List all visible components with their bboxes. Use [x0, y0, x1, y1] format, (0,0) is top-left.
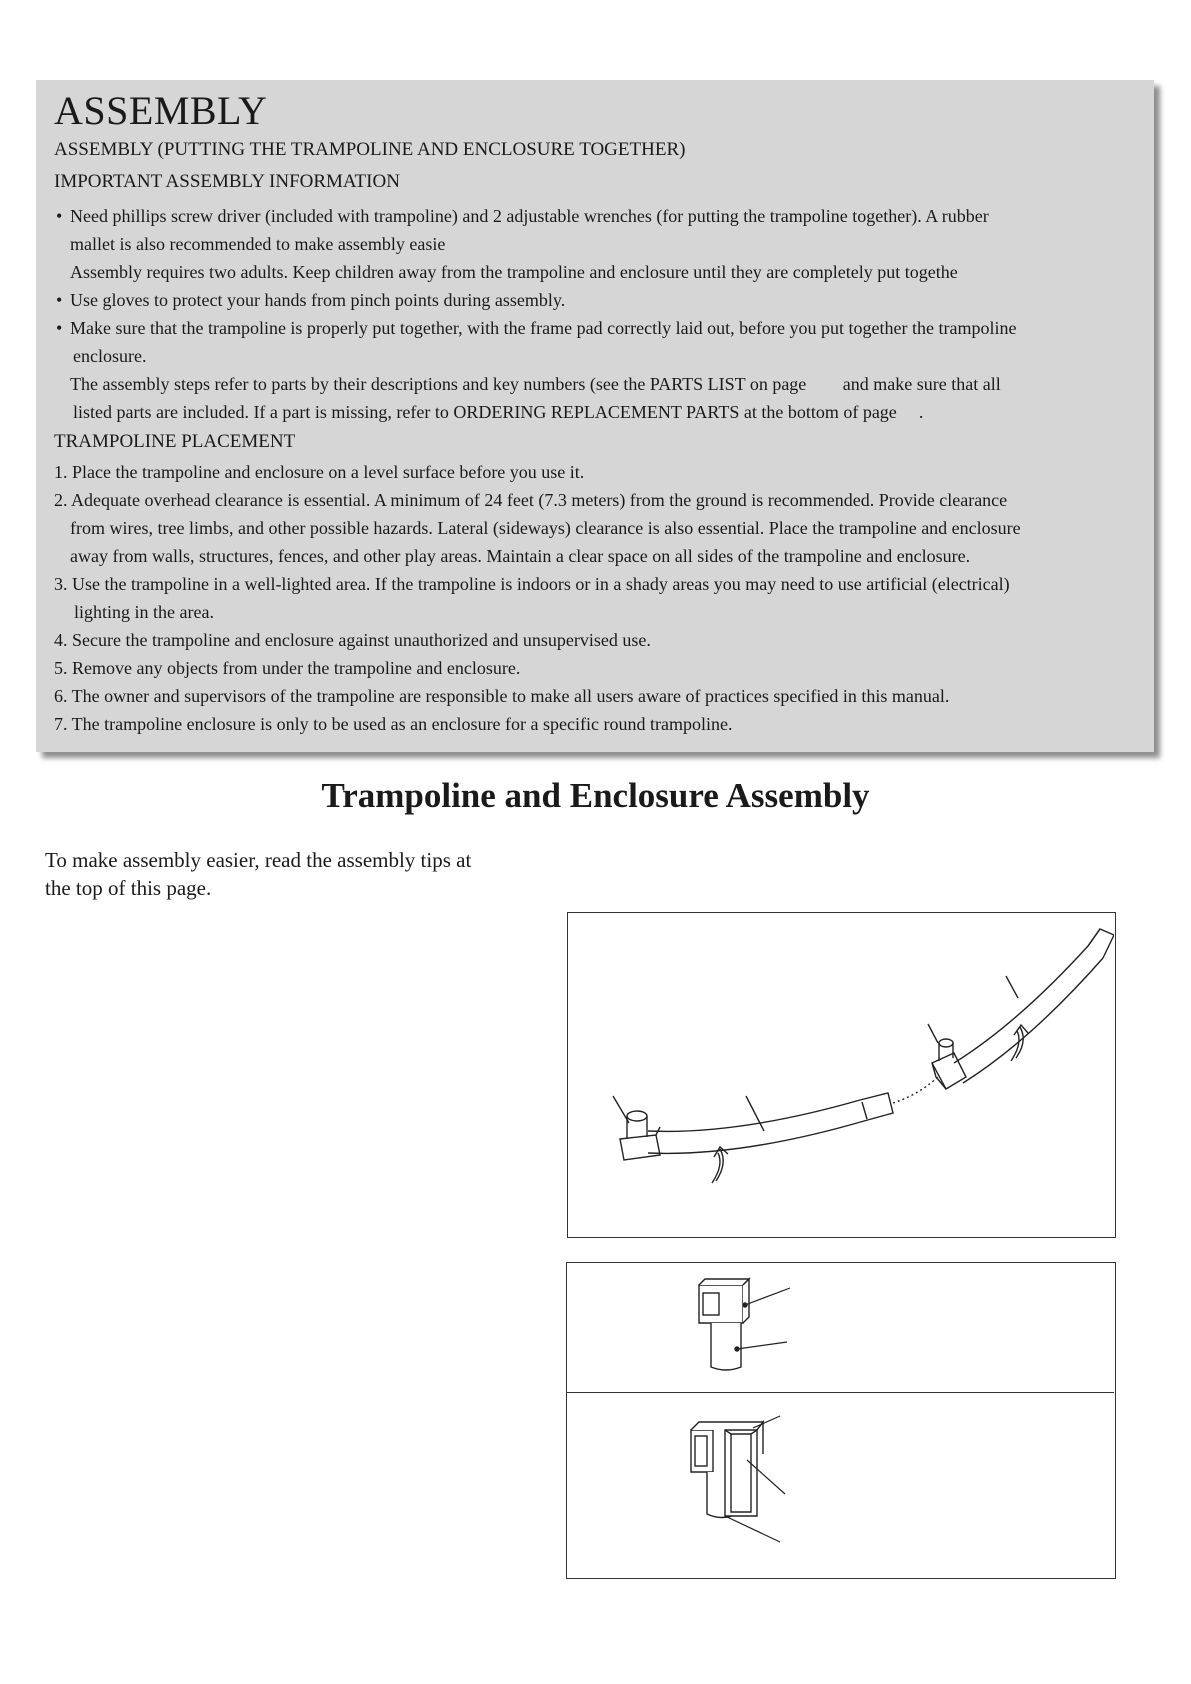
bullet-gloves: • Use gloves to protect your hands from pinch points during assembly. [54, 286, 1144, 314]
left-t-connector [620, 1135, 660, 1160]
panel-divider [567, 1392, 1114, 1393]
bullet-frame-pad: • Make sure that the trampoline is properly put together, with the frame pad correctly laid out, before you put together the trampoline [54, 314, 1144, 342]
placement-item-1: 1. Place the trampoline and enclosure on a level surface before you use it. [54, 462, 585, 482]
t-connector-inserted-diagram [567, 1394, 1114, 1579]
placement-item-5: 5. Remove any objects from under the trampoline and enclosure. [54, 658, 521, 678]
placement-heading: TRAMPOLINE PLACEMENT [54, 431, 296, 452]
intro-text: To make assembly easier, read the assembly tips at the top of this page. [45, 848, 472, 900]
important-heading: IMPORTANT ASSEMBLY INFORMATION [54, 171, 400, 192]
lower-rail [648, 1100, 860, 1131]
placement-item-2: 2. Adequate overhead clearance is essential. A minimum of 24 feet (7.3 meters) from the ground is recommended. Provide clearance [54, 490, 1008, 510]
assembly-info-box [36, 80, 1154, 752]
upper-rail [954, 946, 1088, 1063]
placement-item-7: 7. The trampoline enclosure is only to be used as an enclosure for a specific round trampoline. [54, 714, 733, 734]
bullet-dot: • [56, 290, 63, 310]
bullet-parts-list-cont: listed parts are included. If a part is missing, refer to ORDERING REPLACEMENT PARTS at the bottom of page . [73, 402, 924, 422]
placement-list [54, 458, 1144, 738]
placement-item-6: 6. The owner and supervisors of the trampoline are responsible to make all users aware of practices specified in this manual. [54, 686, 950, 706]
placement-item-2-cont: away from walls, structures, fences, and other play areas. Maintain a clear space on all sides of the trampoline and enclosure. [70, 546, 971, 566]
assembly-title: ASSEMBLY [54, 88, 268, 133]
placement-item-3-cont: lighting in the area. [74, 602, 214, 622]
bullet-dot: • [56, 206, 63, 226]
parts-list-reference: PARTS LIST [649, 374, 746, 394]
bullet-parts-list: The assembly steps refer to parts by their descriptions and key numbers (see the PARTS LIST on page and make sure that all [70, 374, 1001, 394]
frame-rail-assembly-diagram [567, 912, 1116, 1238]
t-connector-detail-panel [566, 1262, 1116, 1579]
placement-item-3: 3. Use the trampoline in a well-lighted area. If the trampoline is indoors or in a shady areas you may need to use artificial (electrical) [54, 574, 1010, 594]
assembly-subtitle: ASSEMBLY (PUTTING THE TRAMPOLINE AND ENCLOSURE TOGETHER) [54, 139, 686, 160]
frame-rail-drawing [568, 913, 1114, 1236]
placement-item-2-cont: from wires, tree limbs, and other possible hazards. Lateral (sideways) clearance is also essential. Place the trampoline and enclosure [70, 518, 1021, 538]
bullet-dot: • [56, 318, 63, 338]
bullet-tools-cont: mallet is also recommended to make assembly easie [70, 234, 446, 254]
section-heading: Trampoline and Enclosure Assembly [321, 776, 870, 815]
important-bullet-list [54, 202, 1144, 426]
bullet-adults: Assembly requires two adults. Keep children away from the trampoline and enclosure until they are completely put togethe [70, 262, 958, 282]
bullet-frame-pad-cont: enclosure. [73, 346, 147, 366]
t-connector-diagram [567, 1263, 1114, 1391]
bullet-tools: • Need phillips screw driver (included with trampoline) and 2 adjustable wrenches (for putting the trampoline together). A rubber [54, 202, 1144, 230]
placement-item-4: 4. Secure the trampoline and enclosure against unauthorized and unsupervised use. [54, 630, 651, 650]
